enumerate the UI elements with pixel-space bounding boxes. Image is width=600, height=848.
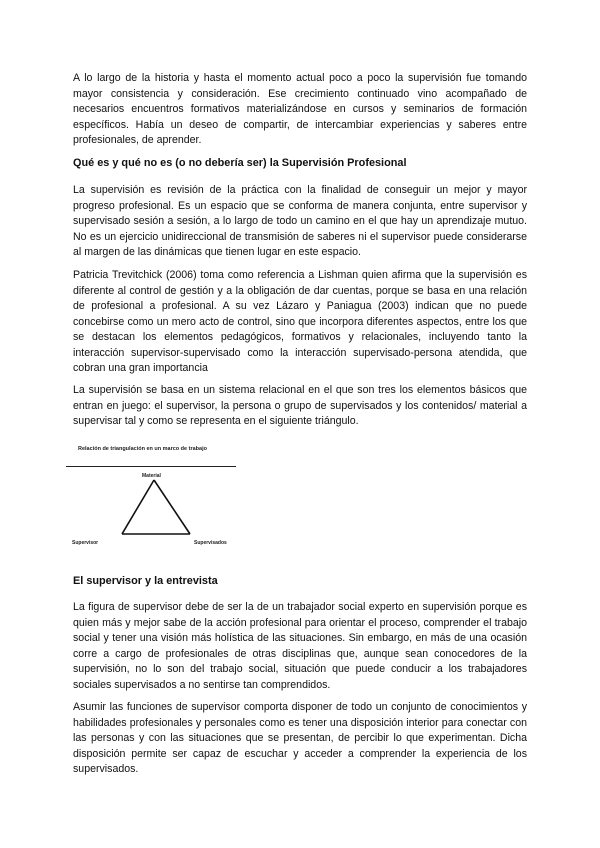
figure-label-material: Material bbox=[142, 473, 161, 479]
section-heading-supervision: Qué es y qué no es (o no debería ser) la Supervisión Profesional bbox=[73, 157, 407, 169]
triangle-figure bbox=[66, 446, 246, 556]
figure-label-supervisor: Supervisor bbox=[72, 540, 99, 546]
paragraph-trevitchick: Patricia Trevitchick (2006) toma como referencia a Lishman quien afirma que la supervisión es diferente al control de gestión y a la obligación de dar cuentas, porque se basa en una relación de profesional a profesional. A su vez Lázaro y Paniagua (2003) indican que no puede concebirse como un mero acto de control, sino que incorpora diferentes aspectos, entre los que se destacan los elementos pedagógicos, formativos y relacionales, incluyendo tanto la interacción supervisor-supervisado como la interacción supervisado-persona atendida, que cobran una gran importancia bbox=[73, 269, 527, 374]
paragraph-supervisor-figure: La figura de supervisor debe de ser la de un trabajador social experto en supervisión porque es quien más y mejor sabe de la acción profesional para orientar el proceso, comprender el trabajo social y tener una visión más holística de las situaciones. Sin embargo, en más de una ocasión corre a cargo de profesionales de otras disciplinas que, aunque sean conocedores de la supervisión, no lo son del trabajo social, situación que puede conducir a los trabajadores sociales supervisados a no sentirse tan comprendidos. bbox=[73, 601, 527, 691]
triangle-right-edge bbox=[154, 480, 190, 534]
section-heading-supervisor-interview: El supervisor y la entrevista bbox=[73, 575, 218, 587]
paragraph-supervisor-functions: Asumir las funciones de supervisor comporta disponer de todo un conjunto de conocimientos y habilidades profesionales y personales como es tener una disposición interior para conectar con las personas y con las situaciones que se presentan, de percibir lo que experimentan. Dicha disposición permite ser capaz de escuchar y acceder a comprender la experiencia de los supervisados. bbox=[73, 701, 527, 775]
figure-label-supervisados: Supervisados bbox=[194, 540, 227, 546]
paragraph-definition: La supervisión es revisión de la práctica con la finalidad de conseguir un mejor y mayor progreso profesional. Es un espacio que se conforma de manera conjunta, entre supervisor y supervisado sesión a sesión, a lo largo de todo un camino en el que hay un aprendizaje mutuo. No es un ejercicio unidireccional de transmisión de saberes ni el supervisor puede considerarse al margen de las dinámicas que tienen lugar en este espacio. bbox=[73, 184, 527, 258]
paragraph-history: A lo largo de la historia y hasta el momento actual poco a poco la supervisión fue tomando mayor consistencia y consideración. Ese crecimiento continuado vino acompañado de necesarios encuentros formativos materializándose en cursos y seminarios de formación específicos. Había un deseo de compartir, de intercambiar experiencias y saberes entre profesionales, de aprender. bbox=[73, 72, 527, 146]
triangle-left-edge bbox=[122, 480, 154, 534]
figure-title: Relación de triangulación en un marco de trabajo bbox=[78, 446, 207, 452]
paragraph-relational-system: La supervisión se basa en un sistema relacional en el que son tres los elementos básicos que entran en juego: el supervisor, la persona o grupo de supervisados y los contenidos/ material a supervisar tal y como se representa en el siguiente triángulo. bbox=[73, 384, 527, 427]
